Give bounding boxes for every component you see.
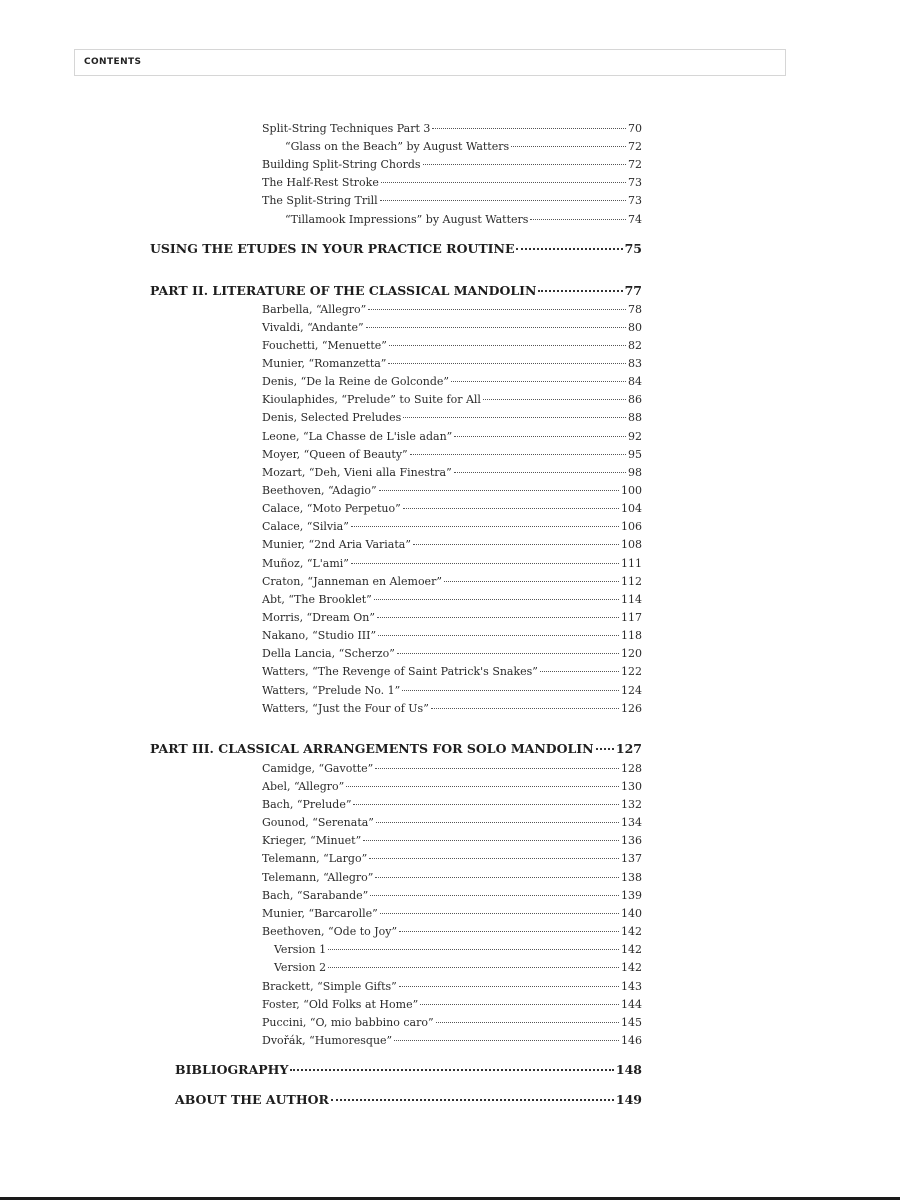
toc-entry[interactable] [262, 852, 642, 866]
toc-entry-page: 92 [628, 430, 642, 443]
toc-entry-title: Building Split-String Chords [262, 158, 421, 171]
toc-entry[interactable] [262, 538, 642, 552]
toc-entry[interactable] [262, 762, 642, 776]
toc-entry-title: Munier, “2nd Aria Variata” [262, 538, 411, 551]
toc-entry-title: Munier, “Barcarolle” [262, 907, 378, 920]
toc-section-about-author[interactable] [175, 1093, 642, 1107]
toc-entry-title: Puccini, “O, mio babbino caro” [262, 1016, 434, 1029]
toc-entry[interactable] [262, 303, 642, 317]
toc-entry-title: Calace, “Silvia” [262, 520, 349, 533]
toc-entry-title: Kioulaphides, “Prelude” to Suite for All [262, 393, 481, 406]
dot-leader [366, 327, 626, 328]
toc-entry[interactable] [262, 925, 642, 939]
toc-entry-page: 143 [621, 980, 642, 993]
toc-entry[interactable] [262, 1034, 642, 1048]
toc-entry[interactable] [262, 448, 642, 462]
dot-leader [353, 804, 619, 805]
toc-section-part-ii[interactable] [150, 284, 642, 298]
toc-entry-title: Telemann, “Allegro” [262, 871, 374, 884]
contents-header [74, 49, 786, 76]
toc-section-page: 77 [624, 283, 642, 298]
toc-entry-page: 138 [621, 871, 642, 884]
toc-section-page: 148 [615, 1062, 642, 1077]
toc-entry-title: Vivaldi, “Andante” [262, 321, 364, 334]
dot-leader [380, 200, 626, 201]
dot-leader [331, 1099, 614, 1101]
toc-entry-page: 78 [628, 303, 642, 316]
toc-entry[interactable] [262, 321, 642, 335]
toc-section-page: 149 [615, 1092, 642, 1107]
toc-entry-title: Fouchetti, “Menuette” [262, 339, 387, 352]
toc-entry[interactable] [262, 834, 642, 848]
toc-entry-title: Gounod, “Serenata” [262, 816, 374, 829]
dot-leader [402, 690, 619, 691]
toc-entry[interactable] [274, 961, 642, 975]
dot-leader [375, 877, 619, 878]
toc-entry[interactable] [262, 339, 642, 353]
toc-entry[interactable] [262, 684, 642, 698]
toc-entry-title: Dvořák, “Humoresque” [262, 1034, 393, 1047]
toc-entry-page: 72 [628, 140, 642, 153]
toc-entry-title: Leone, “La Chasse de L'isle adan” [262, 430, 453, 443]
dot-leader [328, 967, 619, 968]
toc-section-page: 127 [615, 741, 642, 756]
toc-entry[interactable] [262, 798, 642, 812]
toc-entry[interactable] [274, 943, 642, 957]
dot-leader [378, 635, 619, 636]
toc-entry-title: The Half-Rest Stroke [262, 176, 379, 189]
dot-leader [483, 399, 626, 400]
toc-entry-page: 130 [621, 780, 642, 793]
toc-section-page: 75 [624, 241, 642, 256]
toc-entry-page: 80 [628, 321, 642, 334]
toc-entry[interactable] [262, 122, 642, 136]
toc-entry[interactable] [262, 194, 642, 208]
dot-leader [389, 345, 626, 346]
toc-entry-page: 82 [628, 339, 642, 352]
toc-section-bibliography[interactable] [175, 1063, 642, 1077]
toc-section-title: PART II. LITERATURE OF THE CLASSICAL MANDOLIN [150, 283, 537, 298]
dot-leader [370, 895, 619, 896]
toc-entry-page: 128 [621, 762, 642, 775]
toc-entry-title: Nakano, “Studio III” [262, 629, 377, 642]
toc-entry-title: Watters, “Prelude No. 1” [262, 684, 401, 697]
dot-leader [381, 182, 626, 183]
toc-entry-page: 120 [621, 647, 642, 660]
toc-section-title: ABOUT THE AUTHOR [175, 1092, 329, 1107]
toc-entry-page: 118 [621, 629, 642, 642]
toc-entry-title: Version 1 [274, 943, 327, 956]
dot-leader [290, 1069, 614, 1071]
toc-entry[interactable] [262, 816, 642, 830]
toc-entry-page: 83 [628, 357, 642, 370]
toc-entry-page: 112 [621, 575, 642, 588]
toc-entry-title: Watters, “The Revenge of Saint Patrick's Snakes” [262, 665, 538, 678]
dot-leader [351, 526, 619, 527]
toc-entry[interactable] [262, 998, 642, 1012]
toc-entry[interactable] [262, 411, 642, 425]
toc-entry-page: 108 [621, 538, 642, 551]
dot-leader [346, 786, 619, 787]
dot-leader [375, 768, 619, 769]
toc-entry-title: Brackett, “Simple Gifts” [262, 980, 397, 993]
toc-entry[interactable] [262, 629, 642, 643]
dot-leader [368, 309, 626, 310]
dot-leader [388, 363, 626, 364]
toc-entry[interactable] [262, 575, 642, 589]
toc-entry-page: 74 [628, 213, 642, 226]
toc-entry-title: Denis, Selected Preludes [262, 411, 402, 424]
toc-entry-title: Denis, “De la Reine de Golconde” [262, 375, 450, 388]
toc-entry[interactable] [262, 871, 642, 885]
toc-entry-page: 111 [621, 557, 642, 570]
dot-leader [540, 671, 619, 672]
toc-entry-page: 114 [621, 593, 642, 606]
toc-entry-title: Beethoven, “Adagio” [262, 484, 377, 497]
dot-leader [399, 931, 619, 932]
toc-entry-title: Telemann, “Largo” [262, 852, 368, 865]
toc-entry[interactable] [262, 557, 642, 571]
dot-leader [380, 913, 619, 914]
toc-entry-title: Muñoz, “L'ami” [262, 557, 349, 570]
toc-section-title: BIBLIOGRAPHY [175, 1062, 289, 1077]
toc-entry[interactable] [262, 780, 642, 794]
toc-entry-title: Version 2 [274, 961, 327, 974]
toc-entry-page: 137 [621, 852, 642, 865]
dot-leader [369, 858, 619, 859]
toc-entry-page: 86 [628, 393, 642, 406]
dot-leader [538, 290, 622, 292]
toc-entry-title: Split-String Techniques Part 3 [262, 122, 431, 135]
toc-entry-page: 126 [621, 702, 642, 715]
toc-entry-page: 88 [628, 411, 642, 424]
toc-entry[interactable] [262, 357, 642, 371]
toc-entry-page: 124 [621, 684, 642, 697]
toc-entry-title: “Tillamook Impressions” by August Watters [285, 213, 529, 226]
toc-entry-page: 145 [621, 1016, 642, 1029]
dot-leader [596, 748, 614, 750]
toc-entry-page: 117 [621, 611, 642, 624]
toc-section-title: USING THE ETUDES IN YOUR PRACTICE ROUTINE [150, 241, 515, 256]
dot-leader [530, 219, 626, 220]
toc-entry-title: Abt, “The Brooklet” [262, 593, 372, 606]
dot-leader [511, 146, 626, 147]
dot-leader [420, 1004, 619, 1005]
toc-entry-page: 72 [628, 158, 642, 171]
toc-entry-page: 142 [621, 961, 642, 974]
toc-entry[interactable] [262, 702, 642, 716]
toc-section-part-iii[interactable] [150, 742, 642, 756]
dot-leader [451, 381, 626, 382]
toc-entry[interactable] [262, 176, 642, 190]
toc-entry-page: 95 [628, 448, 642, 461]
toc-entry[interactable] [285, 213, 642, 227]
dot-leader [351, 563, 619, 564]
dot-leader [413, 544, 619, 545]
toc-entry[interactable] [262, 1016, 642, 1030]
toc-entry-page: 132 [621, 798, 642, 811]
toc-entry[interactable] [262, 466, 642, 480]
toc-entry-title: Mozart, “Deh, Vieni alla Finestra” [262, 466, 452, 479]
toc-entry[interactable] [262, 502, 642, 516]
dot-leader [403, 417, 626, 418]
dot-leader [403, 508, 619, 509]
dot-leader [436, 1022, 619, 1023]
dot-leader [444, 581, 619, 582]
toc-entry-title: Moyer, “Queen of Beauty” [262, 448, 408, 461]
toc-entry-title: Della Lancia, “Scherzo” [262, 647, 395, 660]
toc-entry-page: 104 [621, 502, 642, 515]
dot-leader [376, 822, 619, 823]
dot-leader [394, 1040, 619, 1041]
contents-label: CONTENTS [84, 57, 142, 67]
dot-leader [516, 248, 622, 250]
toc-entry-page: 142 [621, 925, 642, 938]
toc-entry-page: 144 [621, 998, 642, 1011]
dot-leader [432, 128, 626, 129]
dot-leader [377, 617, 619, 618]
dot-leader [410, 454, 626, 455]
toc-entry-page: 139 [621, 889, 642, 902]
toc-entry[interactable] [262, 907, 642, 921]
toc-entry-page: 134 [621, 816, 642, 829]
toc-entry[interactable] [262, 158, 642, 172]
toc-entry-page: 70 [628, 122, 642, 135]
toc-entry[interactable] [262, 593, 642, 607]
toc-entry-page: 136 [621, 834, 642, 847]
toc-entry[interactable] [262, 430, 642, 444]
toc-entry-page: 73 [628, 176, 642, 189]
toc-entry-title: Calace, “Moto Perpetuo” [262, 502, 401, 515]
toc-entry-title: Watters, “Just the Four of Us” [262, 702, 429, 715]
toc-entry-title: Camidge, “Gavotte” [262, 762, 374, 775]
toc-entry-page: 100 [621, 484, 642, 497]
dot-leader [328, 949, 619, 950]
toc-entry[interactable] [262, 980, 642, 994]
toc-entry-page: 73 [628, 194, 642, 207]
toc-entry[interactable] [262, 484, 642, 498]
toc-entry[interactable] [262, 647, 642, 661]
dot-leader [454, 436, 626, 437]
toc-entry-title: Munier, “Romanzetta” [262, 357, 387, 370]
toc-entry[interactable] [262, 611, 642, 625]
toc-entry-title: Foster, “Old Folks at Home” [262, 998, 419, 1011]
toc-section-title: PART III. CLASSICAL ARRANGEMENTS FOR SOLO MANDOLIN [150, 741, 594, 756]
toc-entry-page: 146 [621, 1034, 642, 1047]
dot-leader [454, 472, 626, 473]
toc-entry-title: Craton, “Janneman en Alemoer” [262, 575, 442, 588]
toc-entry[interactable] [262, 889, 642, 903]
toc-entry-title: Bach, “Sarabande” [262, 889, 369, 902]
toc-entry-title: Krieger, “Minuet” [262, 834, 362, 847]
toc-entry[interactable] [262, 393, 642, 407]
toc-entry-page: 84 [628, 375, 642, 388]
dot-leader [423, 164, 626, 165]
dot-leader [397, 653, 619, 654]
toc-entry-title: Abel, “Allegro” [262, 780, 345, 793]
toc-entry-title: Barbella, “Allegro” [262, 303, 367, 316]
dot-leader [379, 490, 619, 491]
toc-section-practice-routine[interactable] [150, 242, 642, 256]
dot-leader [374, 599, 619, 600]
toc-entry[interactable] [262, 375, 642, 389]
dot-leader [363, 840, 619, 841]
toc-entry[interactable] [285, 140, 642, 154]
toc-entry[interactable] [262, 520, 642, 534]
toc-entry-title: Morris, “Dream On” [262, 611, 375, 624]
dot-leader [431, 708, 619, 709]
toc-entry-title: “Glass on the Beach” by August Watters [285, 140, 510, 153]
toc-entry-title: Bach, “Prelude” [262, 798, 352, 811]
toc-entry-page: 122 [621, 665, 642, 678]
toc-entry-page: 140 [621, 907, 642, 920]
toc-entry-page: 98 [628, 466, 642, 479]
toc-entry[interactable] [262, 665, 642, 679]
toc-entry-title: Beethoven, “Ode to Joy” [262, 925, 398, 938]
toc-entry-page: 142 [621, 943, 642, 956]
toc-entry-page: 106 [621, 520, 642, 533]
toc-entry-title: The Split-String Trill [262, 194, 378, 207]
dot-leader [399, 986, 619, 987]
